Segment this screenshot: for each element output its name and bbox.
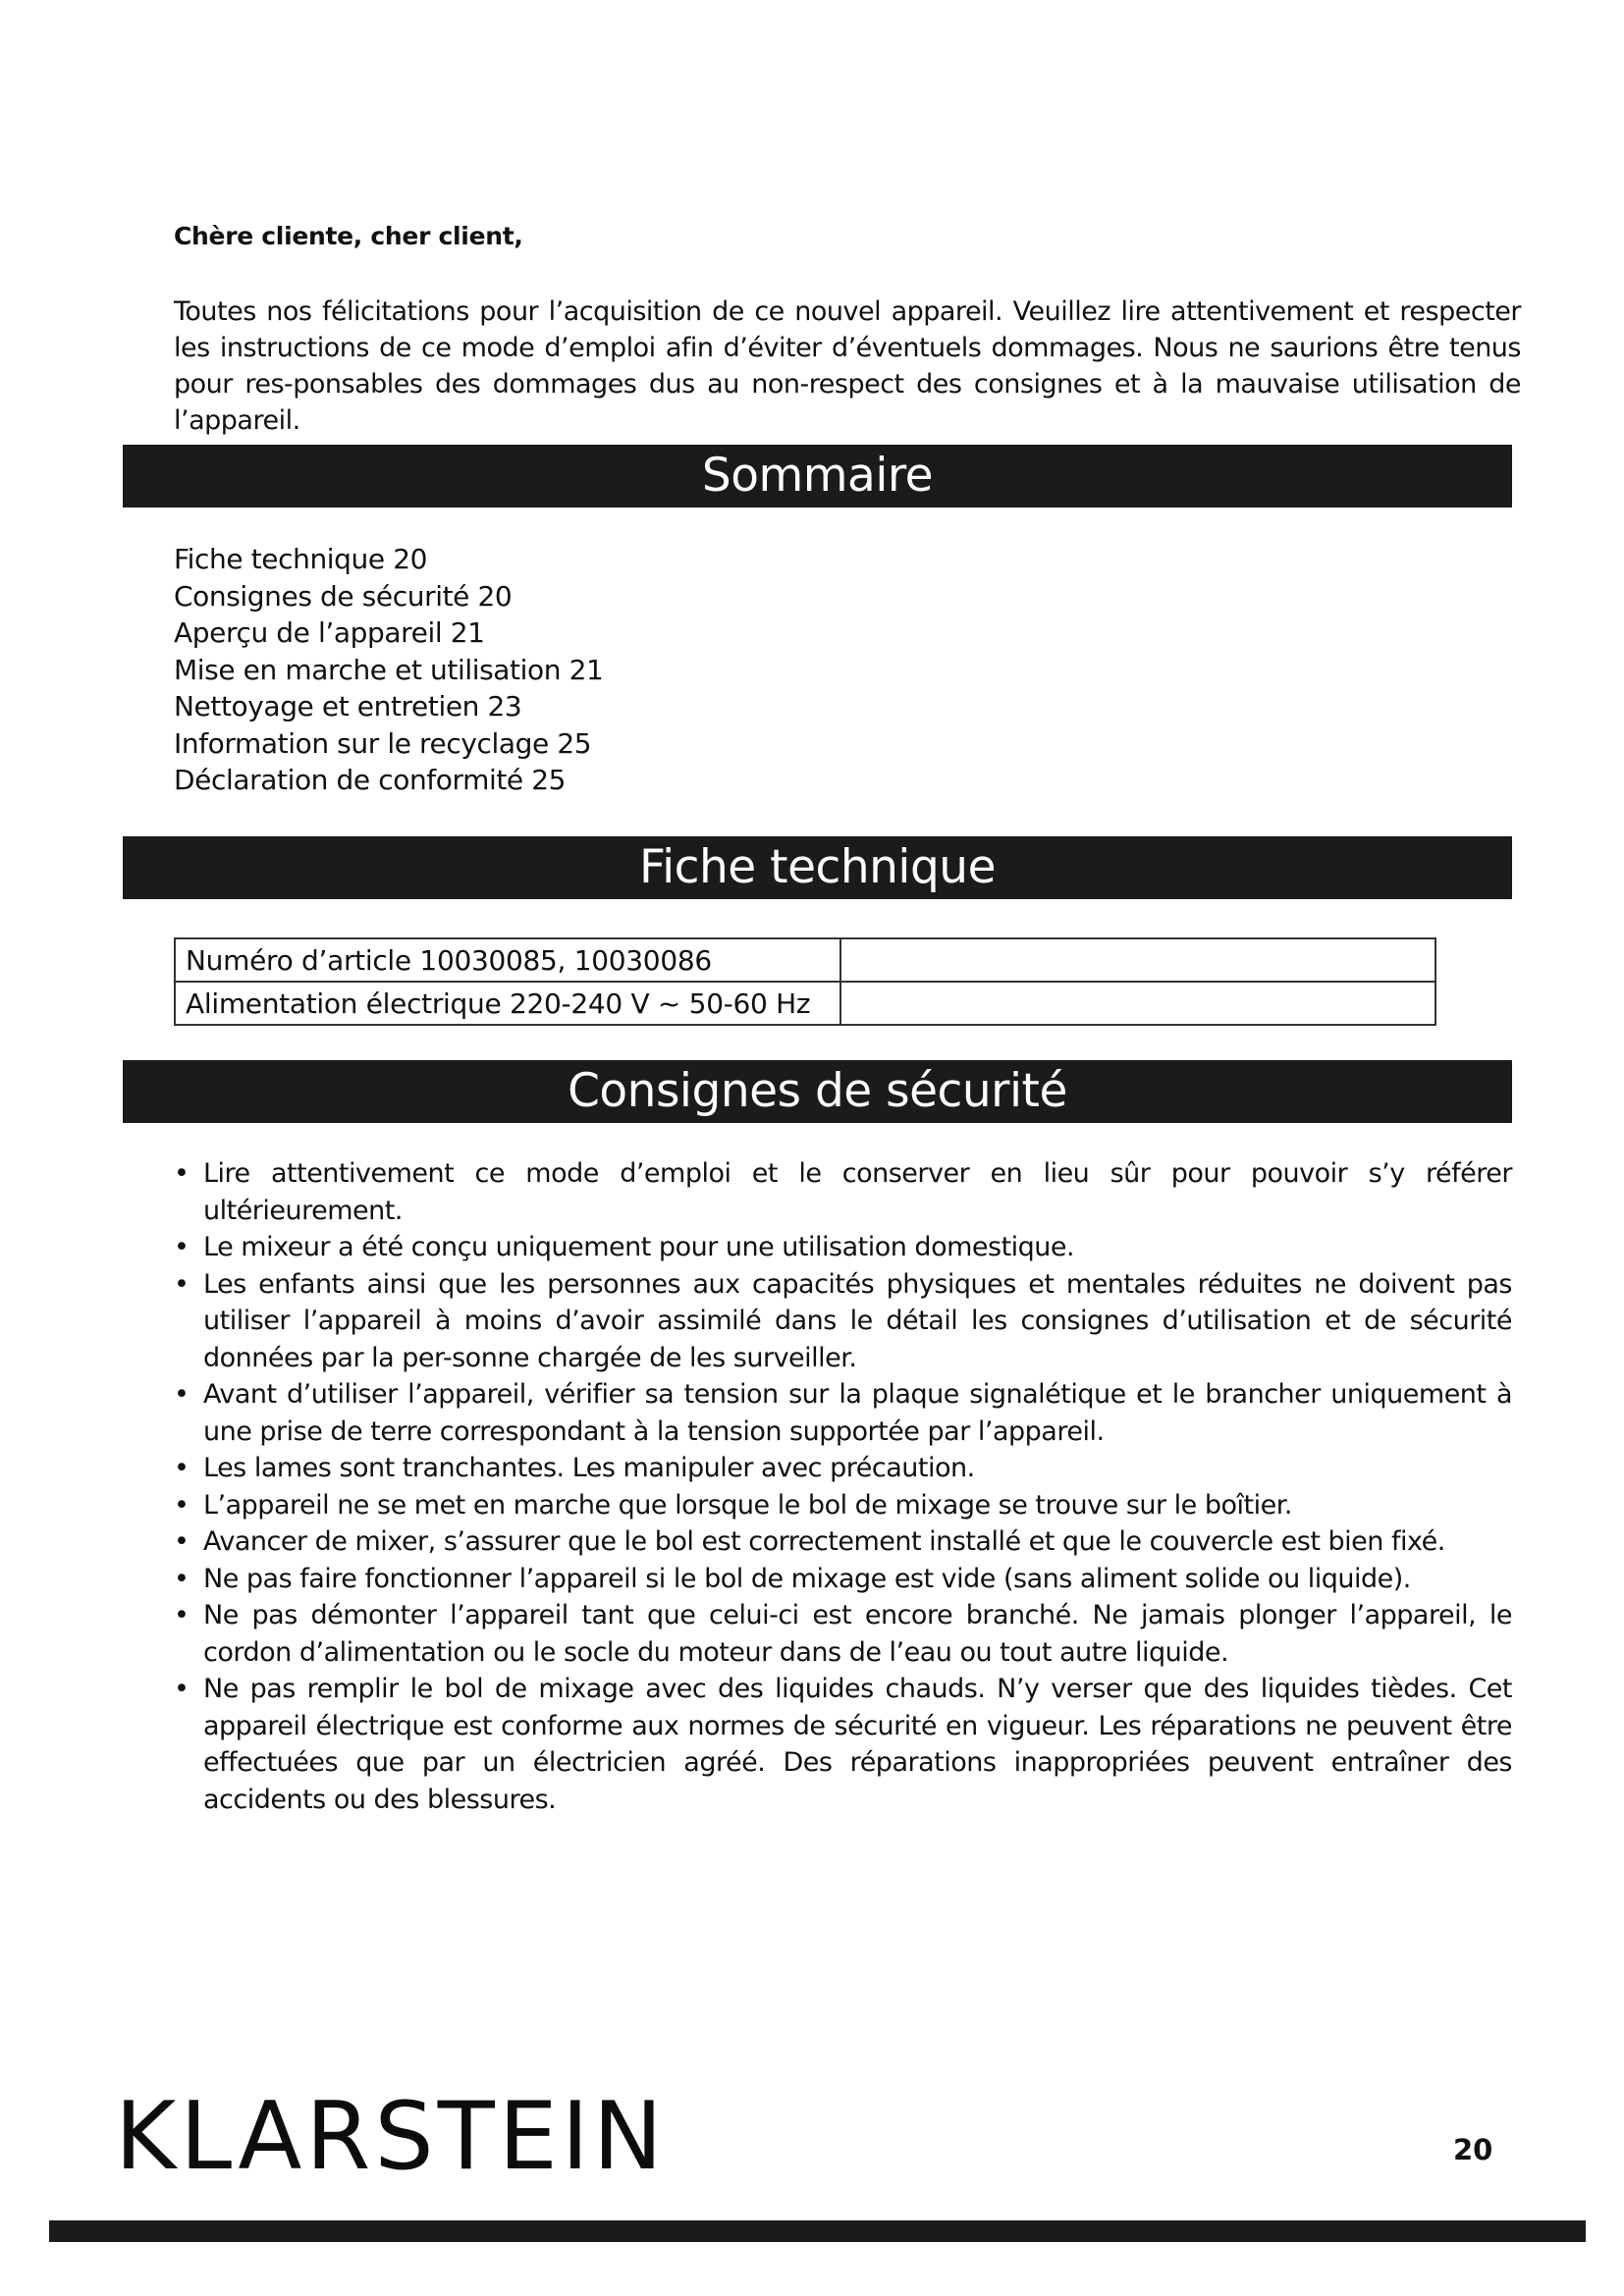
table-row <box>175 938 1435 982</box>
toc-item: Aperçu de l’appareil 21 <box>174 616 485 649</box>
safety-item: • Les enfants ainsi que les personnes aux capacités physiques et mentales réduites ne doivent pas utiliser l’appareil à moins d’avoir assimilé dans le détail les consignes d’utilisation et de sécurité données par la per-sonne chargée de les surveiller. <box>174 1266 1512 1377</box>
safety-item: • Ne pas démonter l’appareil tant que celui-ci est encore branché. Ne jamais plonger l’appareil, le cordon d’alimentation ou le socle du moteur dans de l’eau ou tout autre liquide. <box>174 1597 1512 1671</box>
safety-item: • Ne pas remplir le bol de mixage avec des liquides chauds. N’y verser que des liquides tièdes. Cet appareil électrique est conforme aux normes de sécurité en vigueur. Les réparations ne peuvent être effectuées que par un électricien agréé. Des réparations inappropriées peuvent entraîner des accidents ou des blessures. <box>174 1671 1512 1818</box>
spec-cell-empty <box>840 982 1435 1025</box>
section-heading-consignes: Consignes de sécurité <box>123 1060 1512 1123</box>
toc-item: Consignes de sécurité 20 <box>174 579 513 613</box>
brand-logo: KLARSTEIN <box>115 2083 667 2191</box>
intro-paragraph: Toutes nos félicitations pour l’acquisition de ce nouvel appareil. Veuillez lire attentivement et respecter les instructions de ce mode d’emploi afin d’éviter d’éventuels dommages. Nous ne saurions être tenus pour res-ponsables des dommages dus au non-respect des consignes et à la mauvaise utilisation de l’appareil. <box>174 296 1521 436</box>
spec-table <box>174 937 1436 1026</box>
safety-item: • Avancer de mixer, s’assurer que le bol est correctement installé et que le couvercle est bien fixé. <box>174 1523 1512 1561</box>
spec-cell: Numéro d’article 10030085, 10030086 <box>175 938 840 982</box>
safety-item: • Le mixeur a été conçu uniquement pour une utilisation domestique. <box>174 1229 1512 1266</box>
footer-divider <box>49 2220 1586 2242</box>
section-heading-fiche-technique: Fiche technique <box>123 836 1512 899</box>
greeting: Chère cliente, cher client, <box>174 222 523 250</box>
safety-item: • Ne pas faire fonctionner l’appareil si le bol de mixage est vide (sans aliment solide ou liquide). <box>174 1561 1512 1598</box>
toc-item: Déclaration de conformité 25 <box>174 764 567 796</box>
spec-cell: Alimentation électrique 220-240 V ~ 50-60 Hz <box>175 982 840 1025</box>
table-of-contents <box>174 541 603 799</box>
spec-cell-empty <box>840 938 1435 982</box>
toc-item: Mise en marche et utilisation 21 <box>174 653 604 686</box>
safety-list <box>174 1155 1512 1818</box>
toc-item: Fiche technique 20 <box>174 543 428 575</box>
safety-item: • Lire attentivement ce mode d’emploi et le conserver en lieu sûr pour pouvoir s’y référer ultérieurement. <box>174 1155 1512 1229</box>
table-row <box>175 982 1435 1025</box>
page-number: 20 <box>1453 2133 1493 2166</box>
toc-item: Nettoyage et entretien 23 <box>174 690 522 722</box>
section-heading-sommaire: Sommaire <box>123 445 1512 507</box>
safety-item: • Les lames sont tranchantes. Les manipuler avec précaution. <box>174 1450 1512 1487</box>
safety-item: • Avant d’utiliser l’appareil, vérifier sa tension sur la plaque signalétique et le brancher uniquement à une prise de terre correspondant à la tension supportée par l’appareil. <box>174 1376 1512 1450</box>
toc-item: Information sur le recyclage 25 <box>174 726 592 760</box>
safety-item: • L’appareil ne se met en marche que lorsque le bol de mixage se trouve sur le boîtier. <box>174 1487 1512 1524</box>
